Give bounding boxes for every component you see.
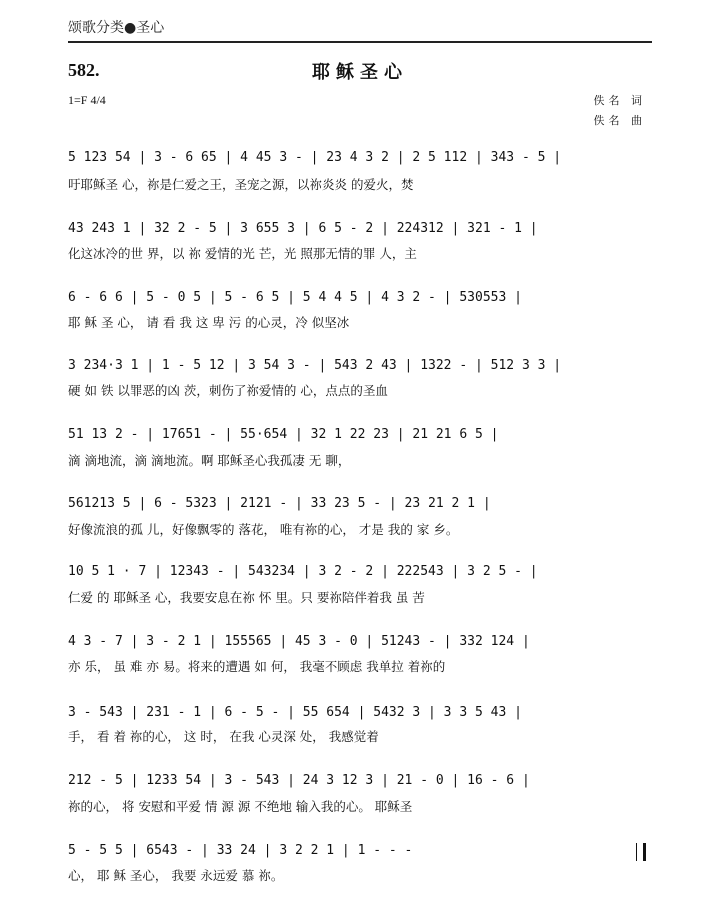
lyrics-line-11: 心， 耶 稣 圣心， 我要 永远爱 慕 祢。: [68, 868, 284, 883]
lyrics-line-1: 吁耶稣圣 心，祢是仁爱之王，圣宠之源，以祢炎炎 的爱火，焚: [68, 177, 414, 192]
composer-credit: 佚名 曲: [593, 114, 646, 127]
notes-line-6: 561213 5 | 6 - 5323 | 2121 - | 33 23 5 - | 23 21 2 1 |: [68, 496, 491, 511]
lyrics-line-4: 硬 如 铁 以罪恶的凶 茨，刺伤了祢爱情的 心，点点的圣血: [68, 383, 388, 398]
notes-line-7: 10 5 1 · 7 | 12343 - | 543234 | 3 2 - 2 | 222543 | 3 2 5 - |: [68, 564, 538, 579]
notes-line-11: 5 - 5 5 | 6543 - | 33 24 | 3 2 2 1 | 1 - - -: [68, 843, 421, 858]
notes-line-8: 4 3 - 7 | 3 - 2 1 | 155565 | 45 3 - 0 | 51243 - | 332 124 |: [68, 634, 530, 649]
notes-line-10: 212 - 5 | 1233 54 | 3 - 543 | 24 3 12 3 | 21 - 0 | 16 - 6 |: [68, 773, 530, 788]
lyrics-line-9: 手， 看 着 祢的心， 这 时， 在我 心灵深 处， 我感觉着: [68, 729, 379, 744]
lyrics-line-10: 祢的心， 将 安慰和平爱 情 源 源 不绝地 输入我的心。 耶稣圣: [68, 799, 413, 814]
notes-line-2: 43 243 1 | 32 2 - 5 | 3 655 3 | 6 5 - 2 | 224312 | 321 - 1 |: [68, 221, 538, 236]
notes-line-4: 3 234·3 1 | 1 - 5 12 | 3 54 3 - | 543 2 43 | 1322 - | 512 3 3 |: [68, 358, 562, 373]
final-barline: [636, 843, 646, 861]
song-title: 耶稣圣心: [312, 62, 408, 83]
header-divider: [68, 41, 652, 43]
notes-line-5: 51 13 2 - | 17651 - | 55·654 | 32 1 22 23 | 21 21 6 5 |: [68, 427, 499, 442]
lyrics-line-6: 好像流浪的孤 儿，好像飘零的 落花， 唯有祢的心， 才是 我的 家 乡。: [68, 522, 459, 537]
notes-line-3: 6 - 6 6 | 5 - 0 5 | 5 - 6 5 | 5 4 4 5 | 4 3 2 - | 530553 |: [68, 290, 522, 305]
notes-line-1: 5 123 54 | 3 - 6 65 | 4 45 3 - | 23 4 3 2 | 2 5 112 | 343 - 5 |: [68, 150, 562, 165]
page-header: 颂歌分类●圣心: [68, 20, 165, 36]
lyrics-line-2: 化这冰冷的世 界，以 祢 爱情的光 芒，光 照那无情的罪 人，主: [68, 246, 417, 261]
lyrics-line-5: 滴 滴地流，滴 滴地流。啊 耶稣圣心我孤凄 无 聊，: [68, 453, 351, 468]
lyrics-line-8: 亦 乐， 虽 难 亦 易。将来的遭遇 如 何， 我毫不顾虑 我单拉 着祢的: [68, 659, 446, 674]
song-number: 582.: [68, 60, 100, 80]
lyrics-line-3: 耶 稣 圣 心， 请 看 我 这 卑 污 的心灵，冷 似坚冰: [68, 315, 350, 330]
lyrics-line-7: 仁爱 的 耶稣圣 心，我要安息在祢 怀 里。只 要祢陪伴着我 虽 苦: [68, 590, 425, 605]
lyricist-credit: 佚名 词: [593, 94, 646, 107]
notes-line-9: 3 - 543 | 231 - 1 | 6 - 5 - | 55 654 | 5432 3 | 3 3 5 43 |: [68, 705, 522, 720]
key-time-signature: 1=F 4/4: [68, 93, 106, 107]
